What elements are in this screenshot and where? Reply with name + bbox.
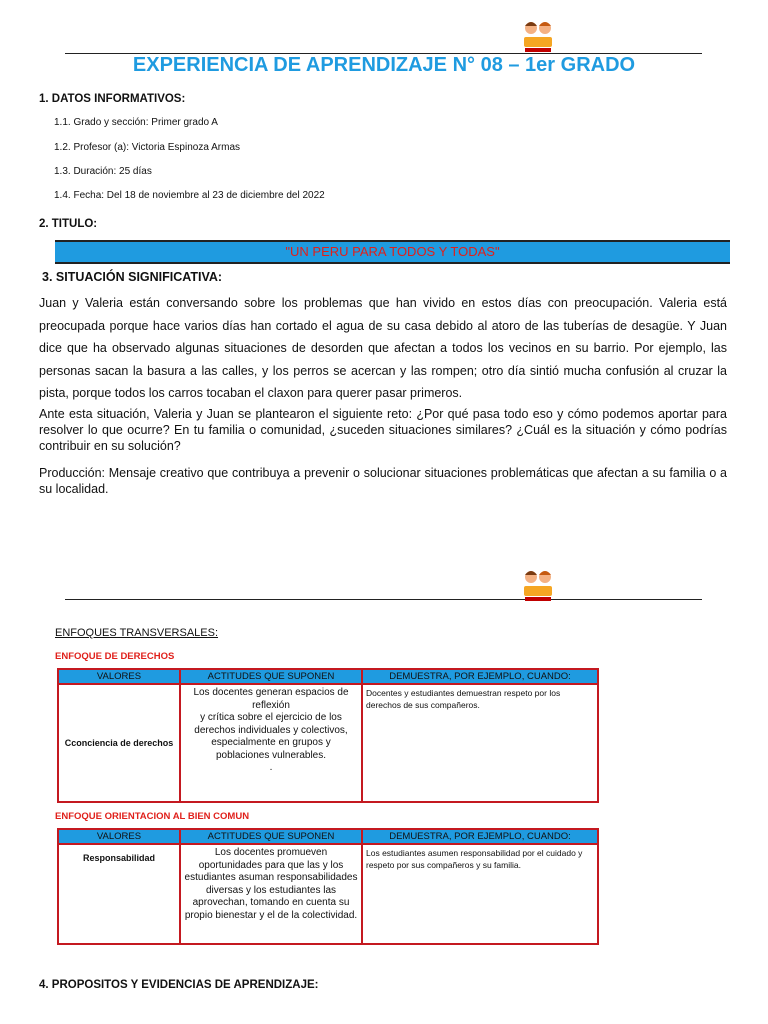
- section-heading-datos: 1. DATOS INFORMATIVOS:: [39, 93, 186, 105]
- document-title: EXPERIENCIA DE APRENDIZAJE N° 08 – 1er GRADO: [132, 54, 636, 76]
- actitud-cell: Los docentes generan espacios de reflexión y crítica sobre el ejercicio de los derechos individuales y colectivos, especialmente en grupos y poblaciones vulnerables. .: [180, 684, 362, 802]
- info-item-grado: 1.1. Grado y sección: Primer grado A: [54, 117, 218, 128]
- column-header-demuestra: DEMUESTRA, POR EJEMPLO, CUANDO:: [362, 669, 598, 684]
- section-heading-situacion: 3. SITUACIÓN SIGNIFICATIVA:: [42, 270, 223, 284]
- column-header-actitudes: ACTITUDES QUE SUPONEN: [180, 669, 362, 684]
- enfoque-bien-comun-title: ENFOQUE ORIENTACION AL BIEN COMUN: [55, 811, 250, 822]
- enfoque-derechos-title: ENFOQUE DE DERECHOS: [55, 651, 175, 662]
- valor-cell: Cconciencia de derechos: [58, 684, 180, 802]
- produccion-paragraph: Producción: Mensaje creativo que contribuya a prevenir o solucionar situaciones problemáticas que afectan a su familia o a su localidad.: [39, 466, 727, 496]
- column-header-actitudes: ACTITUDES QUE SUPONEN: [180, 829, 362, 844]
- demuestra-cell: Los estudiantes asumen responsabilidad por el cuidado y respeto por sus compañeros y su familia.: [362, 844, 598, 944]
- section-heading-propositos: 4. PROPOSITOS Y EVIDENCIAS DE APRENDIZAJE:: [39, 979, 319, 991]
- valor-cell: Responsabilidad: [58, 844, 180, 944]
- column-header-valores: VALORES: [58, 669, 180, 684]
- enfoque-bien-comun-table: [57, 828, 599, 945]
- demuestra-cell: Docentes y estudiantes demuestran respeto por los derechos de sus compañeros.: [362, 684, 598, 802]
- enfoque-derechos-table: [57, 668, 599, 803]
- enfoques-label: ENFOQUES TRANSVERSALES:: [55, 627, 219, 639]
- info-item-duracion: 1.3. Duración: 25 días: [54, 166, 152, 177]
- title-banner: "UN PERU PARA TODOS Y TODAS": [55, 240, 730, 264]
- grade-logo-icon: [520, 567, 556, 603]
- column-header-demuestra: DEMUESTRA, POR EJEMPLO, CUANDO:: [362, 829, 598, 844]
- grade-logo-icon: [520, 18, 556, 54]
- actitud-cell: Los docentes promueven oportunidades para que las y los estudiantes asuman responsabilidades diversas y los estudiantes las aprovechan, tomando en cuenta su propio bienestar y el de la colectividad.: [180, 844, 362, 944]
- info-item-profesor: 1.2. Profesor (a): Victoria Espinoza Armas: [54, 142, 241, 153]
- situacion-paragraph-1: Juan y Valeria están conversando sobre los problemas que han vivido en estos días con preocupación. Valeria está preocupada porque hace varios días han cortado el agua de su casa debido al atoro de las tuberías de desagüe. Y Juan dice que ha observado algunas situaciones de desorden que afectan a todos los vecinos en su barrio. Por ejemplo, las personas sacan la basura a las calles, y los perros se acercan y las rompen; otro día sintió mucha confusión al cruzar la pista, porque todos los carros tocaban el claxon para querer pasar primeros.: [39, 296, 727, 400]
- situacion-paragraph-2: Ante esta situación, Valeria y Juan se plantearon el siguiente reto: ¿Por qué pasa todo eso y cómo podemos aportar para resolver lo que ocurre? En tu familia o comunidad, ¿suceden situaciones similares? ¿Cuál es la situación y cómo podrías contribuir en su solución?: [39, 407, 727, 453]
- header-rule-page2: [65, 599, 702, 600]
- info-item-fecha: 1.4. Fecha: Del 18 de noviembre al 23 de diciembre del 2022: [54, 190, 325, 201]
- section-heading-titulo: 2. TITULO:: [39, 218, 98, 230]
- column-header-valores: VALORES: [58, 829, 180, 844]
